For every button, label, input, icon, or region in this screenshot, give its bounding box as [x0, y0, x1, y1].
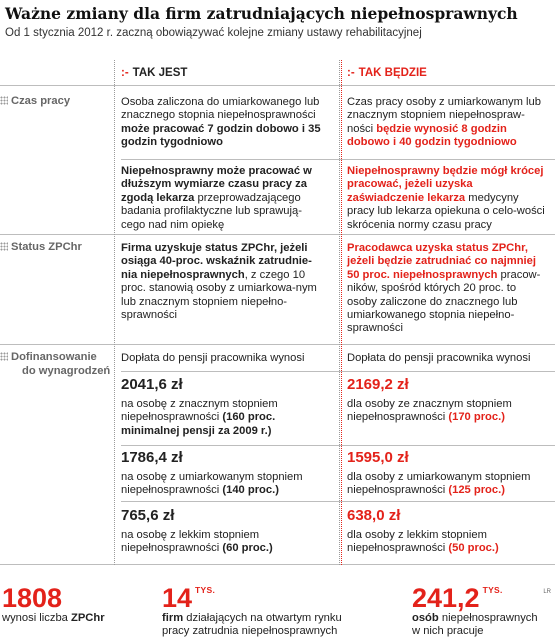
stat-employees-count — [412, 584, 547, 639]
stat-number — [412, 584, 547, 612]
cell-dofinans-future-2 — [347, 449, 547, 498]
divider — [0, 344, 555, 345]
grid-dots-icon — [0, 352, 8, 361]
cell-dofinans-current-2 — [121, 449, 321, 498]
amount: 638,0 zł — [347, 507, 401, 524]
stat-unit: TYS. — [482, 585, 503, 595]
stat-unit: TYS. — [195, 585, 216, 595]
cell-text: Czas pracy osoby z umiarkowanym lub znacznym stopniem niepełnospraw-ności — [347, 96, 541, 135]
stat-number — [162, 584, 352, 612]
cell-dofinans-current-3 — [121, 507, 321, 556]
amount: 2041,6 zł — [121, 376, 183, 393]
stat-firms-count — [162, 584, 352, 639]
cell-text-highlight: (125 proc.) — [448, 484, 505, 497]
divider — [121, 445, 555, 446]
column-divider — [339, 60, 340, 565]
stat-caption-text: wynosi liczba — [2, 612, 72, 624]
column-header-future-label: TAK BĘDZIE — [358, 67, 427, 79]
column-marker: :- — [121, 67, 129, 79]
cell-text-bold: Niepełnosprawny może pracować w dłuższym wymiarze czasu pracy za zgodą lekarza — [121, 165, 312, 204]
cell-text: na osobę z znacznym stopniem niepełnosprawności — [121, 398, 278, 424]
stat-caption-text: niepełnosprawnych w nich pracuje — [412, 612, 538, 638]
cell-text: medycyny pracy lub lekarza opiekuna o celo-wości skrócenia normy czasu pracy — [347, 191, 545, 231]
divider — [0, 564, 555, 565]
cell-dofinans-intro-future: Dopłata do pensji pracownika wynosi — [347, 352, 531, 364]
stat-caption-bold: osób — [412, 612, 439, 624]
column-header-current-label: TAK JEST — [132, 67, 188, 79]
cell-dofinans-intro-current: Dopłata do pensji pracownika wynosi — [121, 352, 305, 364]
cell-status-future — [347, 242, 547, 336]
amount: 1595,0 zł — [347, 449, 409, 466]
cell-dofinans-current-1 — [121, 376, 321, 438]
row-label-text: Czas pracy — [11, 95, 71, 107]
row-label-dofinansowanie — [0, 350, 112, 378]
row-label-status-zpchr — [0, 240, 112, 254]
cell-text: , z czego 10 proc. stanowią osoby z umiarkowa-nym lub znacznym stopniem niepełno-sprawności — [121, 268, 317, 322]
stat-caption-bold: ZPChr — [71, 612, 105, 624]
column-divider — [114, 60, 115, 565]
amount: 1786,4 zł — [121, 449, 183, 466]
row-label-text: Status ZPChr — [11, 241, 82, 253]
cell-text-bold: (160 proc. minimalnej pensji za 2009 r.) — [121, 411, 276, 437]
cell-text-highlight: będzie wynosić 8 godzin dobowo i 40 godzin tygodniowo — [347, 122, 517, 149]
cell-czas-current-1 — [121, 96, 321, 150]
row-label-text-line2: do wynagrodzeń — [22, 365, 111, 377]
cell-dofinans-future-1 — [347, 376, 547, 425]
stat-caption-bold: firm — [162, 612, 184, 624]
cell-text: Osoba zaliczona do umiarkowanego lub znacznego stopnia niepełnosprawności — [121, 96, 320, 122]
stat-value: 1808 — [2, 583, 63, 613]
cell-text-bold: może pracować 7 godzin dobowo i 35 godzin tygodniowo — [121, 122, 321, 149]
stat-number — [2, 584, 132, 612]
stat-caption — [2, 612, 132, 625]
page-subtitle: Od 1 stycznia 2012 r. zaczną obowiązywać kolejne zmiany ustawy rehabilitacyjnej — [5, 27, 422, 39]
divider — [0, 85, 555, 86]
author-credit: LR — [543, 589, 551, 595]
cell-text: dla osoby ze znacznym stopniem niepełnosprawności — [347, 398, 512, 424]
stat-value: 14 — [162, 583, 193, 613]
cell-text: dla osoby z umiarkowanym stopniem niepełnosprawności — [347, 471, 531, 497]
divider — [0, 234, 555, 235]
grid-dots-icon — [0, 242, 8, 251]
cell-text: przeprowadzającego badania profilaktyczne lub sprawują-cego nad nim opiekę — [121, 191, 302, 231]
divider — [121, 371, 555, 372]
cell-text: na osobę z lekkim stopniem niepełnosprawności — [121, 529, 260, 555]
grid-dots-icon — [0, 96, 8, 105]
stat-caption — [412, 612, 547, 639]
stat-caption — [162, 612, 352, 639]
divider — [121, 159, 555, 160]
cell-text: na osobę z umiarkowanym stopniem niepełnosprawności — [121, 471, 303, 497]
stat-zpchr-count — [2, 584, 132, 625]
column-header-future — [347, 67, 427, 80]
cell-text: pracow-ników, spośród których 20 proc. to osoby zaliczone do znacznego lub umiarkowanego stopnia niepełno-sprawności — [347, 268, 541, 335]
cell-czas-future-1 — [347, 96, 547, 150]
cell-text-highlight: Pracodawca uzyska status ZPChr, jeżeli będzie zatrudniać co najmniej 50 proc. niepełnosprawnych — [347, 242, 536, 281]
column-marker: :- — [347, 67, 355, 79]
column-divider — [341, 60, 342, 565]
amount: 765,6 zł — [121, 507, 175, 524]
cell-czas-future-2 — [347, 165, 547, 232]
row-label-czas-pracy — [0, 94, 112, 108]
cell-status-current — [121, 242, 321, 322]
cell-text-highlight: (170 proc.) — [448, 411, 505, 424]
cell-text-bold: (60 proc.) — [222, 542, 273, 555]
cell-dofinans-future-3 — [347, 507, 547, 556]
cell-text: dla osoby z lekkim stopniem niepełnosprawności — [347, 529, 487, 555]
cell-text-bold: (140 proc.) — [222, 484, 279, 497]
page-title: Ważne zmiany dla firm zatrudniających niepełnosprawnych — [5, 4, 518, 23]
cell-text-highlight: Niepełnosprawny będzie mógł krócej pracować, jeżeli uzyska zaświadczenie lekarza — [347, 165, 544, 204]
amount: 2169,2 zł — [347, 376, 409, 393]
cell-text-highlight: (50 proc.) — [448, 542, 499, 555]
stat-value: 241,2 — [412, 583, 480, 613]
column-header-current — [121, 67, 187, 80]
row-label-text: Dofinansowanie — [11, 351, 97, 363]
cell-czas-current-2 — [121, 165, 321, 232]
stat-caption-text: działających na otwartym rynku pracy zatrudnia niepełnosprawnych — [162, 612, 342, 638]
divider — [121, 501, 555, 502]
cell-text-bold: Firma uzyskuje status ZPChr, jeżeli osiąga 40-proc. wskaźnik zatrudnie-nia niepełnosprawnych — [121, 242, 312, 281]
